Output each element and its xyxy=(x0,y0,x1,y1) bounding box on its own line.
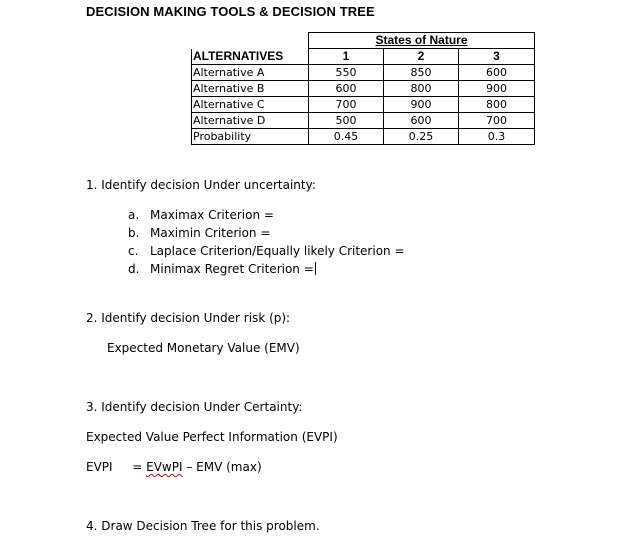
question-2-heading: 2. Identify decision Under risk (p): xyxy=(86,311,291,325)
table-cell: 850 xyxy=(384,65,459,81)
table-row xyxy=(192,65,535,81)
list-item xyxy=(128,244,405,258)
table-cell: 0.45 xyxy=(309,129,384,145)
column-header: 2 xyxy=(384,49,459,65)
list-item-letter: d. xyxy=(128,262,140,276)
table-cell: 900 xyxy=(384,97,459,113)
table-cell: 800 xyxy=(459,97,535,113)
list-item-text: Maximax Criterion = xyxy=(150,208,274,222)
question-1-heading: 1. Identify decision Under uncertainty: xyxy=(86,178,316,192)
column-header: 1 xyxy=(309,49,384,65)
table-column-header-row xyxy=(192,49,535,65)
table-row xyxy=(192,129,535,145)
evpi-rest: – EMV (max) xyxy=(186,460,262,474)
evwpi-term: EVwPI xyxy=(146,460,183,474)
question-4-heading: 4. Draw Decision Tree for this problem. xyxy=(86,519,320,533)
row-label: Probability xyxy=(192,129,309,145)
table-row xyxy=(192,113,535,129)
table-header-row xyxy=(192,33,535,49)
list-item-letter: b. xyxy=(128,226,140,240)
table-row xyxy=(192,97,535,113)
text-cursor xyxy=(315,262,316,275)
column-header: 3 xyxy=(459,49,535,65)
table-cell: 800 xyxy=(384,81,459,97)
table-cell: 900 xyxy=(459,81,535,97)
list-item-letter: a. xyxy=(128,208,140,222)
document-title: DECISION MAKING TOOLS & DECISION TREE xyxy=(86,4,375,19)
alternatives-header: ALTERNATIVES xyxy=(192,49,309,65)
row-label: Alternative A xyxy=(192,65,309,81)
states-of-nature-header: States of Nature xyxy=(309,33,535,49)
emv-label: Expected Monetary Value (EMV) xyxy=(107,341,300,355)
table-cell: 600 xyxy=(459,65,535,81)
table-cell: 0.25 xyxy=(384,129,459,145)
table-cell: 700 xyxy=(459,113,535,129)
evpi-equals: = xyxy=(132,460,143,474)
list-item-text: Minimax Regret Criterion = xyxy=(150,262,314,276)
evpi-formula xyxy=(86,460,262,474)
list-item[interactable] xyxy=(128,262,316,276)
table-row xyxy=(192,81,535,97)
table-cell: 600 xyxy=(309,81,384,97)
evpi-label: EVPI xyxy=(86,460,113,474)
list-item xyxy=(128,226,270,240)
list-item-letter: c. xyxy=(128,244,139,258)
payoff-table xyxy=(191,32,535,145)
table-cell: 500 xyxy=(309,113,384,129)
evpi-title: Expected Value Perfect Information (EVPI) xyxy=(86,430,338,444)
table-corner-blank xyxy=(192,33,309,49)
table-cell: 550 xyxy=(309,65,384,81)
row-label: Alternative B xyxy=(192,81,309,97)
list-item-text: Laplace Criterion/Equally likely Criterion = xyxy=(150,244,405,258)
table-cell: 700 xyxy=(309,97,384,113)
table-cell: 600 xyxy=(384,113,459,129)
table-cell: 0.3 xyxy=(459,129,535,145)
row-label: Alternative D xyxy=(192,113,309,129)
row-label: Alternative C xyxy=(192,97,309,113)
list-item-text: Maximin Criterion = xyxy=(150,226,271,240)
list-item xyxy=(128,208,274,222)
question-3-heading: 3. Identify decision Under Certainty: xyxy=(86,400,303,414)
